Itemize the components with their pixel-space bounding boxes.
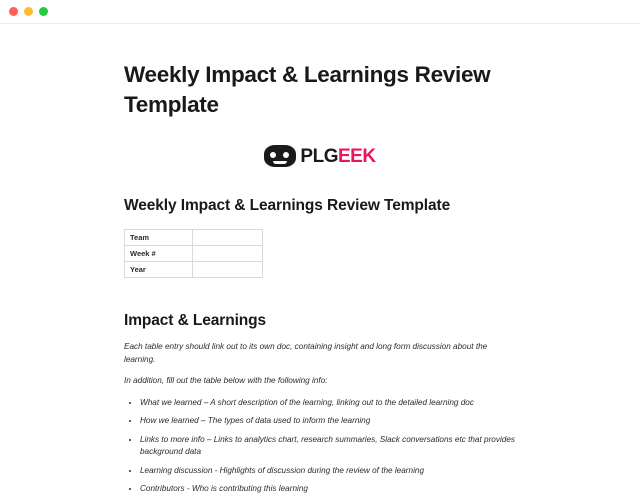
window-controls	[9, 7, 48, 16]
logo-row	[124, 145, 516, 167]
impact-paragraph-2: In addition, fill out the table below with the following info:	[124, 376, 328, 386]
list-item: • What we learned – A short description of the learning, linking out to the detailed learning doc	[140, 397, 516, 409]
sunglasses-face-icon	[264, 145, 296, 167]
table-row	[125, 230, 263, 246]
list-item: • Links to more info – Links to analytics chart, research summaries, Slack conversations etc that provides background data	[140, 434, 516, 459]
list-item: • Contributors - Who is contributing this learning	[140, 483, 516, 495]
table-cell-value[interactable]	[193, 246, 263, 262]
section-heading: Weekly Impact & Learnings Review Template	[124, 197, 451, 215]
table-row	[125, 262, 263, 278]
table-cell-label: Team	[125, 230, 193, 246]
list-item: • Learning discussion - Highlights of discussion during the review of the learning	[140, 465, 516, 477]
window-title-bar	[0, 0, 640, 24]
impact-paragraph-1: Each table entry should link out to its own doc, containing insight and long form discussion about the learning.	[124, 342, 488, 364]
logo-text-primary: PLG	[300, 145, 338, 167]
impact-section-heading: Impact & Learnings	[124, 312, 267, 330]
close-window-button[interactable]	[9, 7, 18, 16]
document-content	[124, 24, 516, 496]
meta-table	[124, 229, 263, 278]
page-title: Weekly Impact & Learnings Review Template	[124, 62, 491, 117]
table-cell-label: Week #	[125, 246, 193, 262]
logo-text-accent: EEK	[337, 145, 376, 167]
minimize-window-button[interactable]	[24, 7, 33, 16]
impact-bullet-list	[124, 397, 516, 496]
table-cell-value[interactable]	[193, 230, 263, 246]
list-item: • How we learned – The types of data used to inform the learning	[140, 415, 516, 427]
table-cell-value[interactable]	[193, 262, 263, 278]
plgeek-logo	[264, 145, 375, 167]
table-cell-label: Year	[125, 262, 193, 278]
table-row	[125, 246, 263, 262]
document-page	[0, 24, 640, 494]
maximize-window-button[interactable]	[39, 7, 48, 16]
